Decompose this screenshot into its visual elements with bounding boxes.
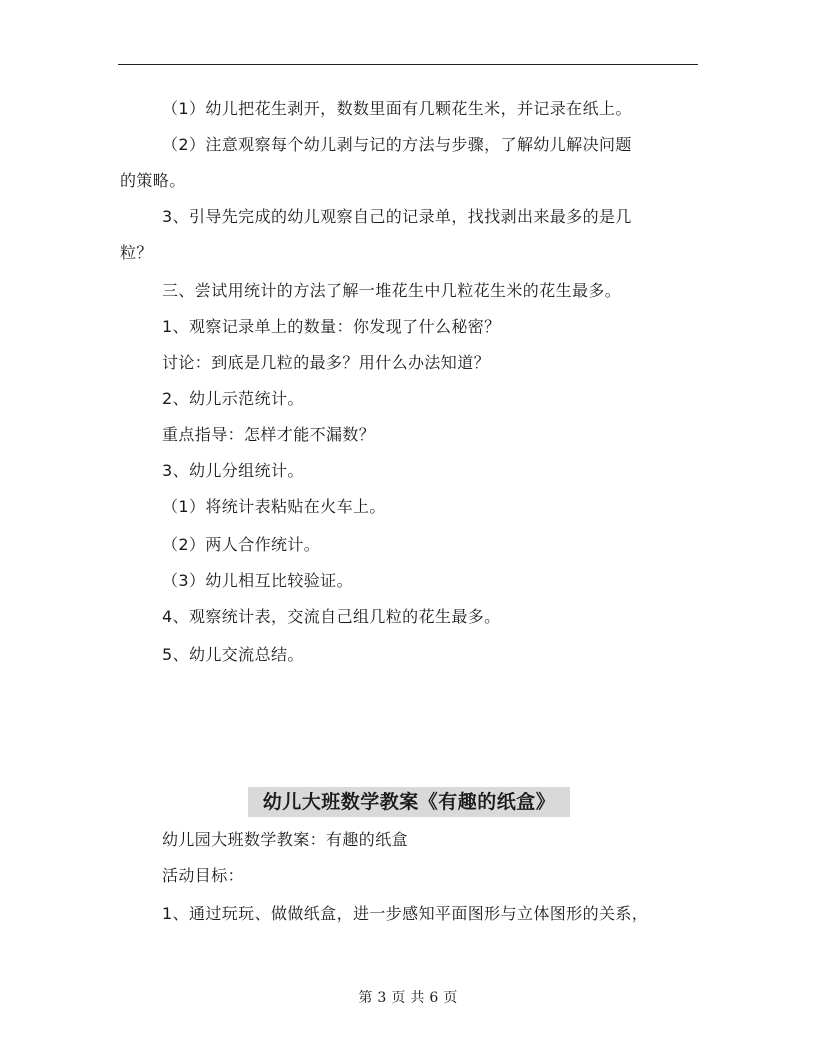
paragraph-line: 幼儿园大班数学教案：有趣的纸盒 bbox=[162, 830, 409, 849]
paragraph-line: （1）将统计表粘贴在火车上。 bbox=[162, 497, 386, 516]
page-number: 第 3 页 共 6 页 bbox=[358, 990, 458, 1006]
paragraph-line: 3、引导先完成的幼儿观察自己的记录单，找找剥出来最多的是几 bbox=[162, 207, 632, 226]
paragraph-line: 4、观察统计表，交流自己组几粒的花生最多。 bbox=[162, 607, 501, 626]
paragraph-line: 2、幼儿示范统计。 bbox=[162, 389, 304, 408]
section-heading: 三、尝试用统计的方法了解一堆花生中几粒花生米的花生最多。 bbox=[162, 281, 622, 300]
paragraph-line: 5、幼儿交流总结。 bbox=[162, 645, 304, 664]
paragraph-line: 讨论：到底是几粒的最多？用什么办法知道？ bbox=[162, 353, 491, 372]
paragraph-line: （1）幼儿把花生剥开，数数里面有几颗花生米，并记录在纸上。 bbox=[162, 99, 632, 118]
paragraph-line: 1、通过玩玩、做做纸盒，进一步感知平面图形与立体图形的关系， bbox=[162, 904, 649, 923]
paragraph-line: （2）两人合作统计。 bbox=[162, 535, 321, 554]
paragraph-line: （2）注意观察每个幼儿剥与记的方法与步骤，了解幼儿解决问题 bbox=[162, 135, 632, 154]
paragraph-line: 3、幼儿分组统计。 bbox=[162, 461, 304, 480]
paragraph-line: 1、观察记录单上的数量：你发现了什么秘密？ bbox=[162, 317, 501, 336]
paragraph-line: 的策略。 bbox=[120, 171, 186, 190]
paragraph-line: （3）幼儿相互比较验证。 bbox=[162, 571, 353, 590]
paragraph-line: 重点指导：怎样才能不漏数？ bbox=[162, 425, 376, 444]
header-rule bbox=[118, 64, 698, 65]
lesson-title: 幼儿大班数学教案《有趣的纸盒》 bbox=[248, 787, 570, 817]
paragraph-line: 粒？ bbox=[120, 243, 153, 262]
paragraph-line: 活动目标： bbox=[162, 866, 245, 885]
